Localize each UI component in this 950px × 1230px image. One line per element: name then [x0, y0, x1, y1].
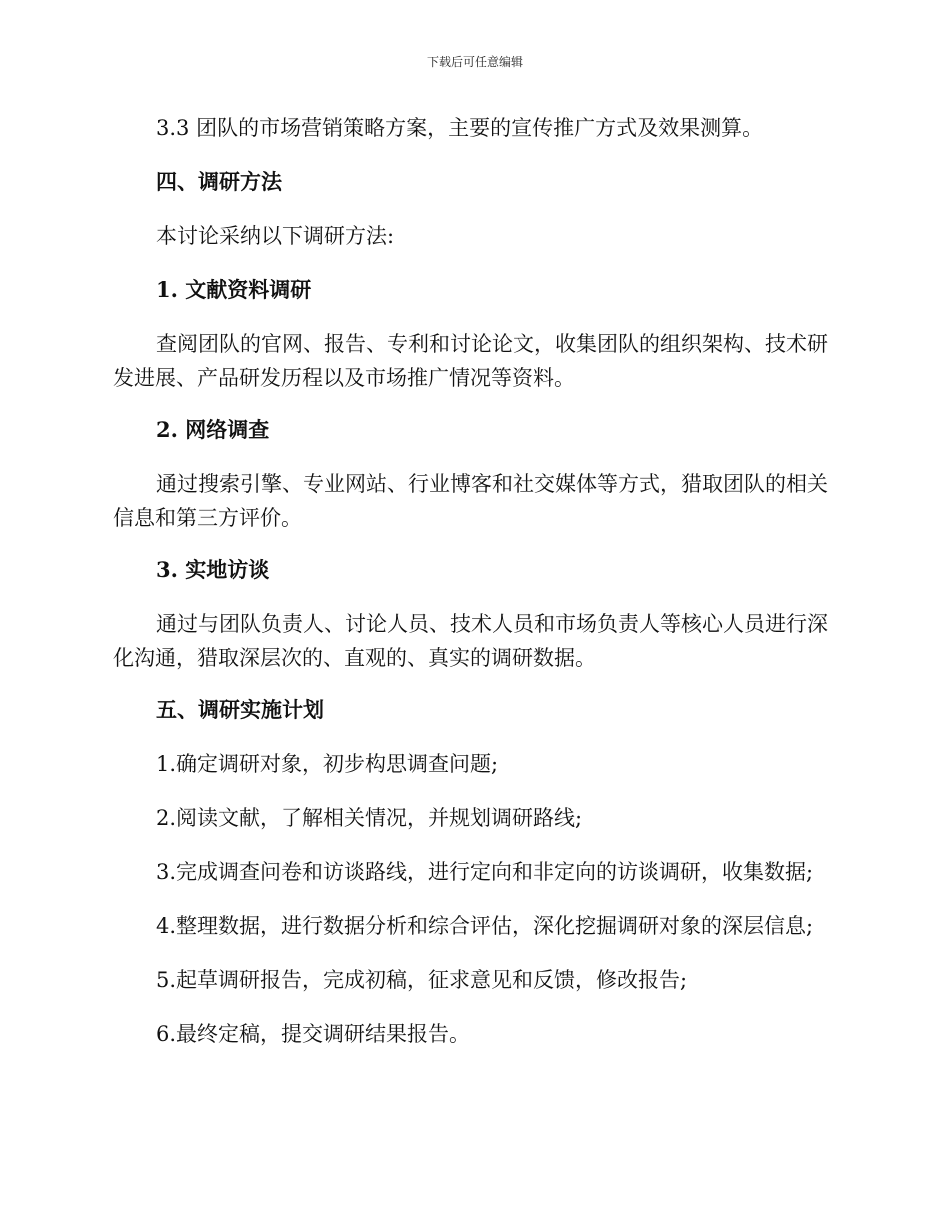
plan-item-4: 4.整理数据，进行数据分析和综合评估，深化挖掘调研对象的深层信息; [156, 914, 814, 938]
methods-intro: 本讨论采纳以下调研方法: [156, 224, 395, 248]
page-header: 下载后可任意编辑 [426, 55, 523, 69]
method-3-text: 通过与团队负责人、讨论人员、技术人员和市场负责人等核心人员进行深化沟通，猎取深层次的、直观的、真实的调研数据。 [113, 612, 828, 670]
intro-paragraph: 3.3 团队的市场营销策略方案，主要的宣传推广方式及效果测算。 [156, 116, 764, 140]
methods-heading: 四、调研方法 [156, 169, 282, 194]
plan-item-1: 1.确定调研对象，初步构思调查问题; [156, 752, 499, 776]
method-1-heading: 1. 文献资料调研 [156, 277, 312, 302]
plan-item-3: 3.完成调查问卷和访谈路线，进行定向和非定向的访谈调研，收集数据; [156, 860, 814, 884]
method-1-text: 查阅团队的官网、报告、专利和讨论论文，收集团队的组织架构、技术研发进展、产品研发历程以及市场推广情况等资料。 [113, 332, 828, 390]
plan-item-2: 2.阅读文献，了解相关情况，并规划调研路线; [156, 806, 583, 830]
method-2-text: 通过搜索引擎、专业网站、行业博客和社交媒体等方式，猎取团队的相关信息和第三方评价。 [113, 472, 828, 530]
method-3-heading: 3. 实地访谈 [156, 557, 270, 582]
plan-item-5: 5.起草调研报告，完成初稿，征求意见和反馈，修改报告; [156, 968, 688, 992]
plan-heading: 五、调研实施计划 [156, 697, 324, 722]
method-2-heading: 2. 网络调查 [156, 417, 270, 442]
document-body [113, 111, 831, 1051]
plan-item-6: 6.最终定稿，提交调研结果报告。 [156, 1022, 471, 1046]
